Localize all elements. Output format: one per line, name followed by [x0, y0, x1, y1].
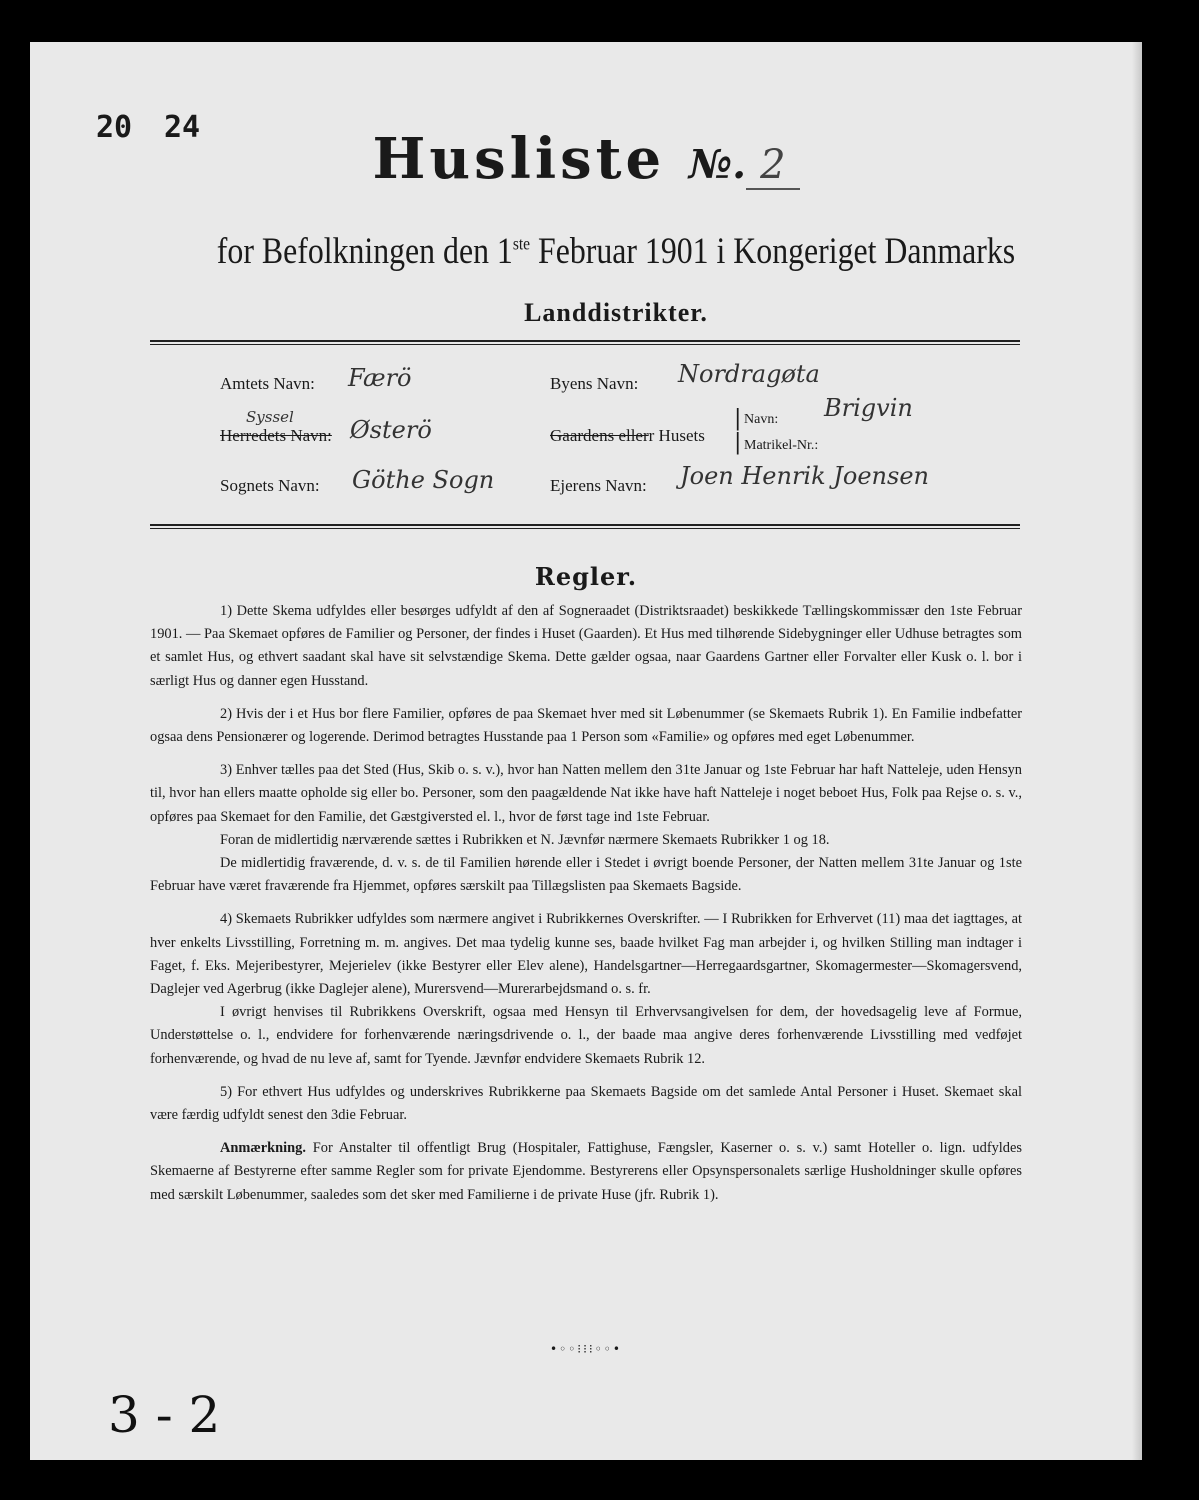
gaard-label	[550, 426, 705, 446]
herred-value: Østerö	[350, 416, 432, 444]
annotation	[150, 1137, 1022, 1207]
rule-4-oevrigt: I øvrigt henvises til Rubrikkens Overskrift, ogsaa med Hensyn til Erhvervsangivelsen for dem, der hovedsagelig leve af Formue, Understøttelse o. l., endvidere for forhenværende næringsdrivende o. l., der baade maa angive deres forhenværende Livsstilling med vedføjet forhenværende, og hvad de nu leve af, samt for Tyende. Jævnfør endvidere Skemaets Rubrik 12.	[150, 1004, 1022, 1067]
bottom-handwritten-note: 3 - 2	[108, 1386, 221, 1444]
corner-number-right: 24	[164, 110, 201, 145]
rule-1: 1) Dette Skema udfyldes eller besørges udfyldt af den af Sogneraadet (Distriktsraadet) beskikkede Tællingskommissær den 1ste Februar 1901. — Paa Skemaet opføres de Familier og Personer, der findes i Huset (Gaarden). Et Hus med tilhørende Sidebygninger eller Udhuse betragtes som et samlet Hus, og ethvert saadant skal have sit selvstændige Skema. Dette gælder ogsaa, naar Gaardens Gartner eller Forvalter eller Kusk o. l. bor i særligt Hus og danner egen Husstand.	[150, 603, 1022, 689]
navn-value: Brigvin	[824, 394, 913, 422]
rules-text	[150, 600, 1022, 1217]
ornament-divider: •◦◦⁝⁝⁝◦◦•	[550, 1342, 622, 1356]
rule-2: 2) Hvis der i et Hus bor flere Familier, opføres de paa Skemaet hver med sit Løbenummer (se Skemaets Rubrik 1). En Familie indbefatter ogsaa dens Pensionærer og logerende. Derimod betragtes Husstande paa 1 Person som «Familie» og opføres med eget Løbenummer.	[150, 705, 1022, 746]
bottom-divider	[150, 524, 1020, 529]
subtitle-pre: for Befolkningen den 1	[216, 231, 513, 272]
form-title	[30, 126, 1142, 192]
navn-label: Navn:	[744, 412, 779, 427]
ejer-label: Ejerens Navn:	[550, 476, 647, 495]
corner-number-left: 20	[96, 110, 133, 145]
gaard-label-rest: r Husets	[648, 426, 705, 445]
gaard-label-struck: Gaardens eller	[550, 426, 649, 445]
top-divider	[150, 340, 1020, 345]
matrikel-label: Matrikel-Nr.:	[744, 438, 819, 453]
rule-4: 4) Skemaets Rubrikker udfyldes som nærmere angivet i Rubrikkernes Overskrifter. — I Rubrikken for Erhvervet (11) maa det iagttages, at hver enkelts Livsstilling, Forretning m. m. angives. Det maa tydelig kunne ses, baade hvilket Fag man arbejder i, og hvilken Stilling man indtager i Faget, f. Eks. Mejeribestyrer, Mejerielev (ikke Bestyrer eller Elev alene), Handelsgartner—Herregaardsgartner, Skomagermester—Skomagersvend, Daglejer ved Agerbrug (ikke Daglejer alene), Murersvend—Murerarbejdsmand o. s. fr.	[150, 911, 1022, 998]
herred-correction: Syssel	[246, 408, 294, 426]
form-subtitle-district: Landdistrikter.	[524, 298, 708, 327]
bracket-top: |	[734, 406, 742, 431]
sogn-value: Göthe Sogn	[352, 466, 495, 494]
subtitle-sup: ste	[512, 233, 531, 254]
by-value: Nordragøta	[678, 360, 820, 388]
rule-5: 5) For ethvert Hus udfyldes og underskrives Rubrikkerne paa Skemaets Bagside om det samlede Antal Personer i Huset. Skemaet skal være færdig udfyldt senest den 3die Februar.	[150, 1083, 1022, 1124]
rule-3: 3) Enhver tælles paa det Sted (Hus, Skib o. s. v.), hvor han Natten mellem den 31te Januar og 1ste Februar har haft Natteleje, uden Hensyn til, hvor han ellers maatte opholde sig eller bo. Personer, som den paagældende Nat ikke have haft Natteleje i noget beboet Hus, Folk paa Rejse o. s. v., opføres paa Skemaet for den Familie, det Gæstgiversted el. l., hvor de først tage ind 1ste Februar.	[150, 762, 1022, 825]
sogn-label: Sognets Navn:	[220, 476, 320, 495]
census-form-page	[30, 42, 1142, 1460]
ejer-value: Joen Henrik Joensen	[680, 462, 929, 490]
annotation-label: Anmærkning.	[220, 1140, 306, 1157]
subtitle-post: Februar 1901 i Kongeriget Danmarks	[530, 231, 1016, 272]
herred-label: Herredets Navn:	[220, 426, 332, 445]
title-word: Husliste	[372, 126, 666, 192]
form-subtitle	[112, 230, 1120, 273]
form-number: 2	[746, 142, 799, 190]
bracket-bottom: |	[734, 430, 742, 455]
rule-3-fravaerende: De midlertidig fraværende, d. v. s. de til Familien hørende eller i Stedet i øvrigt boende Personer, der Natten mellem 31te Januar og 1ste Februar have været fraværende fra Hjemmet, opføres særskilt paa Tillægslisten paa Skemaets Bagside.	[150, 855, 1022, 895]
number-sign: №.	[688, 141, 747, 188]
by-label: Byens Navn:	[550, 374, 639, 393]
rule-3-foran: Foran de midlertidig nærværende sættes i Rubrikken et N. Jævnfør nærmere Skemaets Rubrikker 1 og 18.	[220, 831, 830, 848]
amt-value: Færö	[348, 364, 412, 392]
rules-heading: Regler.	[534, 562, 638, 591]
annotation-text: For Anstalter til offentligt Brug (Hospitaler, Fattighuse, Fængsler, Kaserner o. s. v.) samt Hoteller o. lign. udfyldes Skemaerne af Bestyrerne efter samme Regler som for private Ejendomme. Bestyrerens eller Opsynspersonalets særlige Husholdninger skulle opføres med særskilt Løbenummer, saaledes som det sker med Familierne i de private Huse (jfr. Rubrik 1).	[150, 1140, 1022, 1203]
amt-label: Amtets Navn:	[220, 374, 315, 393]
